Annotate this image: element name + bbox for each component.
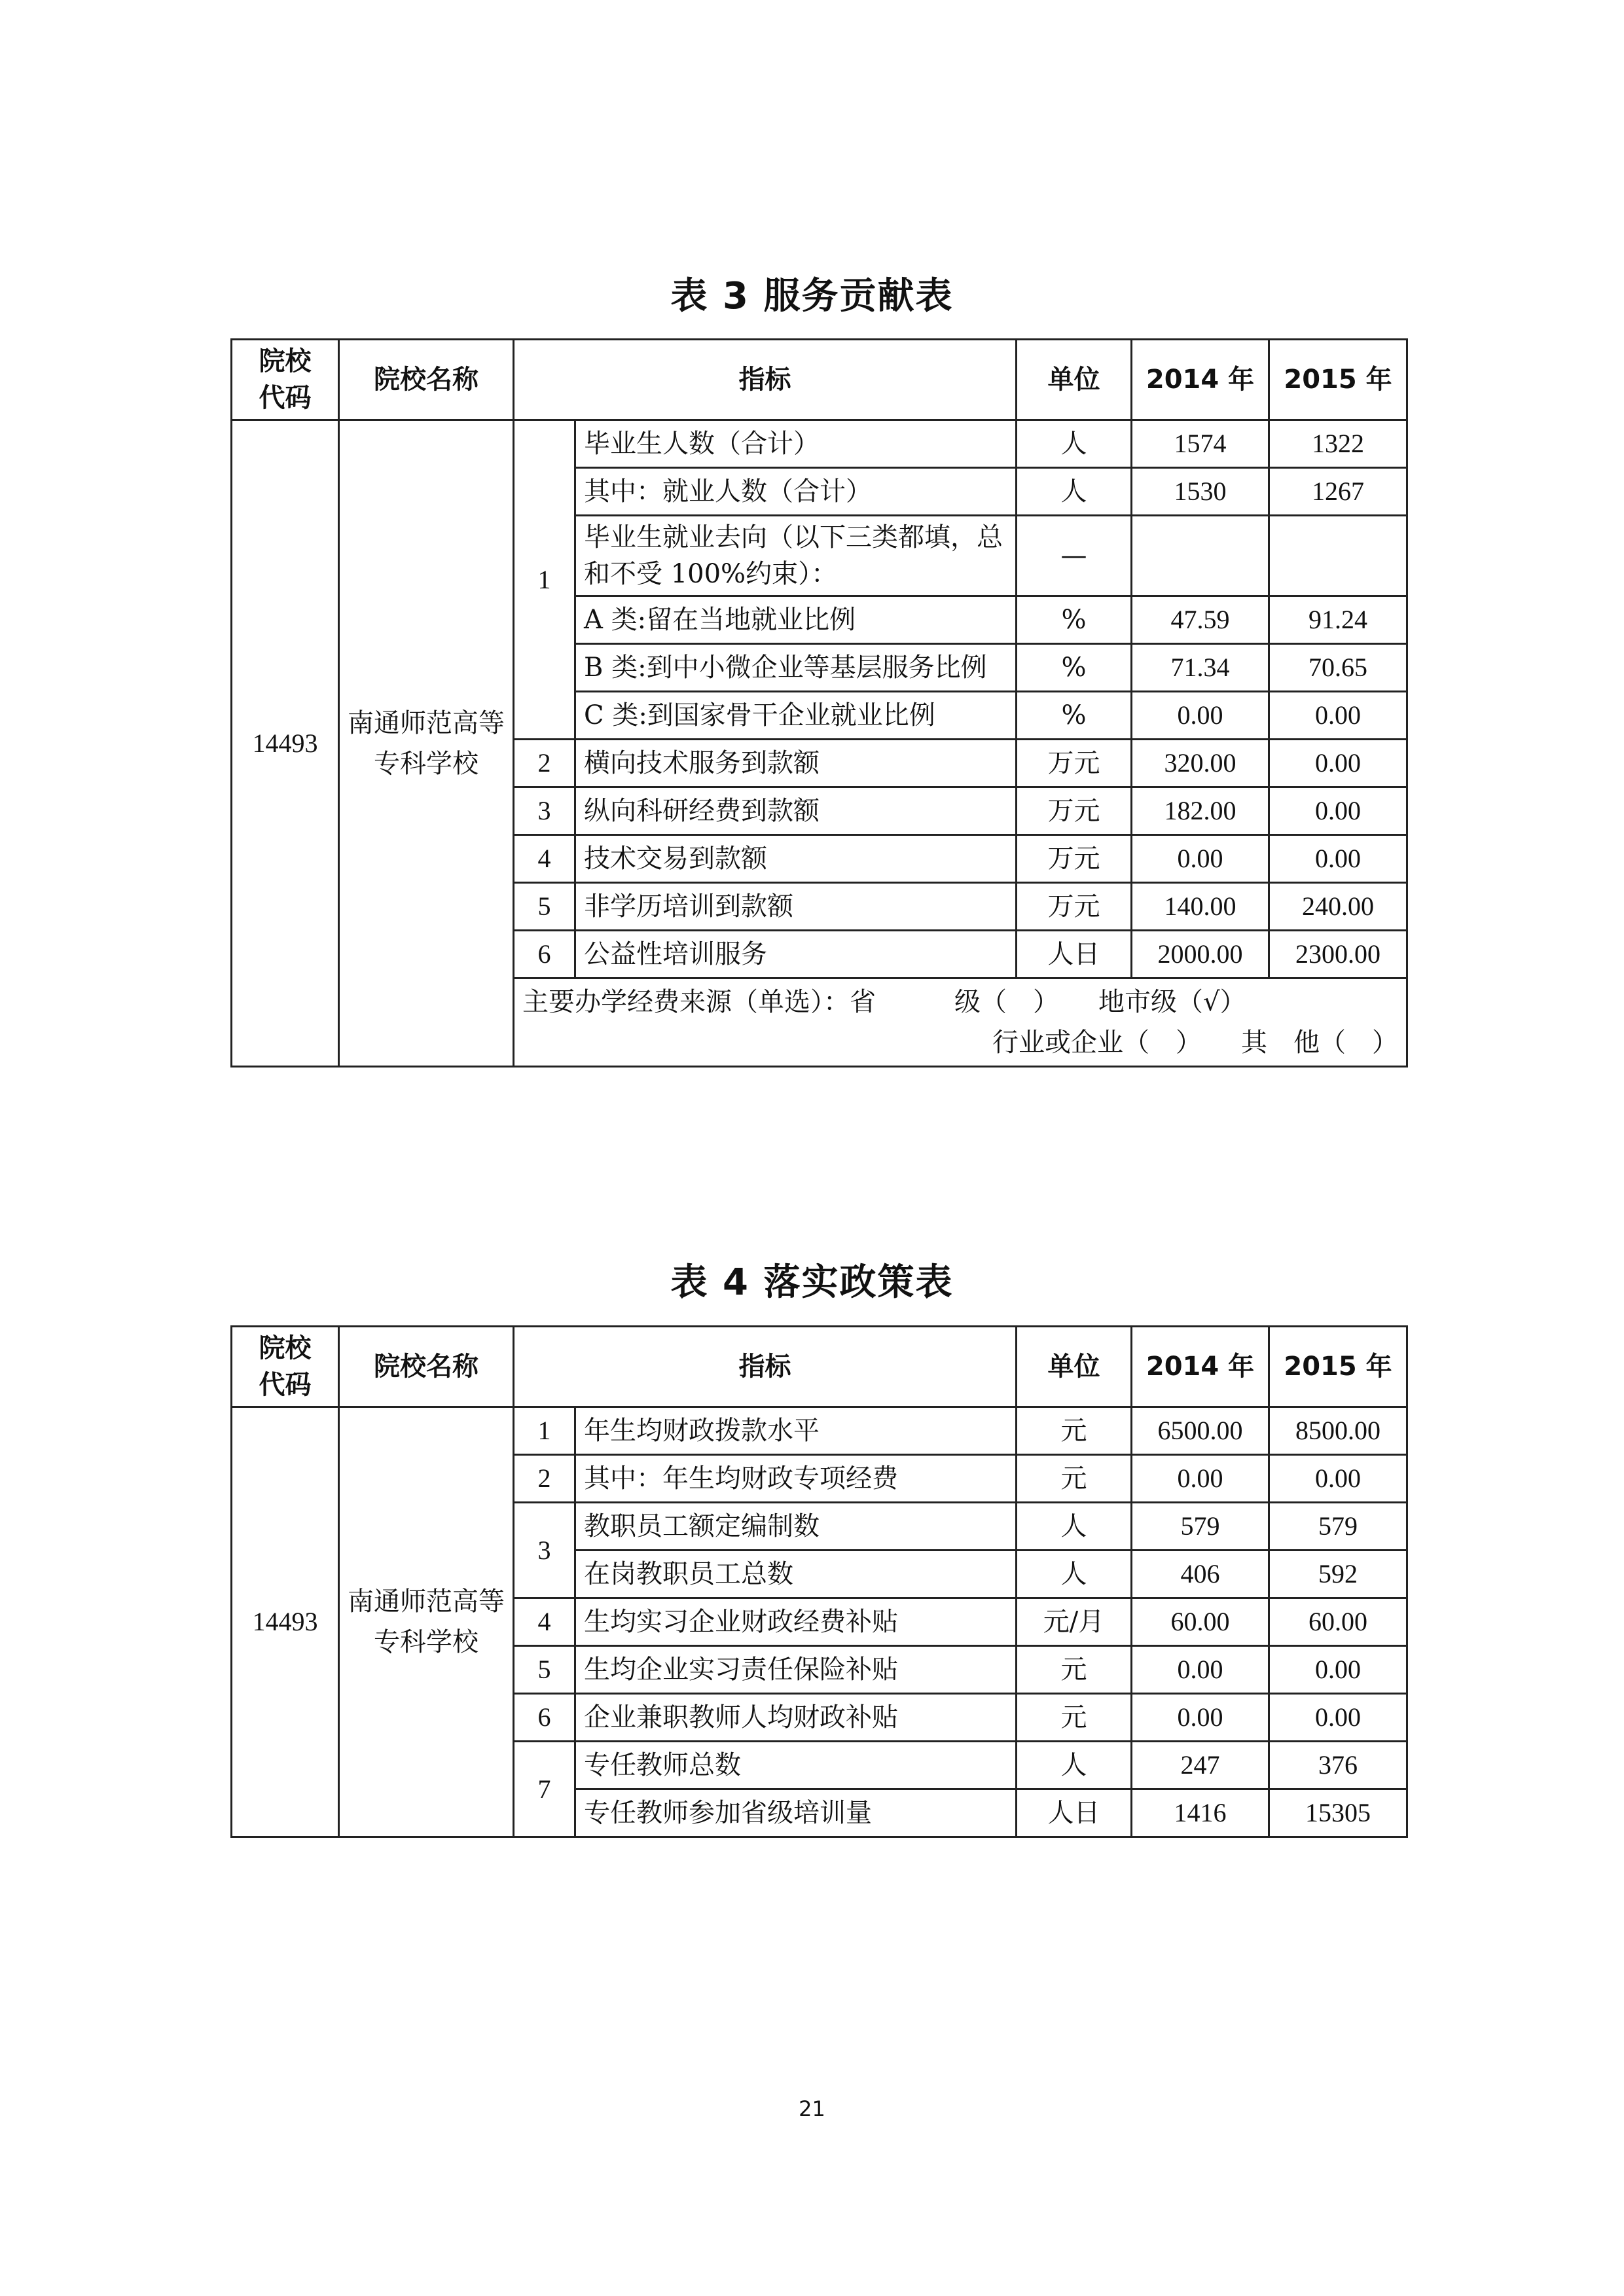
indicator: 毕业生人数（合计） [575,420,1017,468]
value-2014: 1416 [1132,1789,1269,1837]
value-2015: 70.65 [1269,644,1407,692]
value-2014: 0.00 [1132,1646,1269,1694]
school-code: 14493 [232,1407,339,1837]
value-2015: 0.00 [1269,787,1407,835]
header-indicator: 指标 [514,1327,1017,1407]
school-name: 南通师范高等专科学校 [339,1407,514,1837]
page-number: 21 [799,2096,825,2121]
school-code: 14493 [232,420,339,1067]
indicator: 毕业生就业去向（以下三类都填，总和不受 100%约束）： [575,516,1017,596]
indicator: 年生均财政拨款水平 [575,1407,1017,1455]
unit: 元 [1017,1407,1132,1455]
indicator: 专任教师参加省级培训量 [575,1789,1017,1837]
indicator: 非学历培训到款额 [575,883,1017,931]
value-2015: 1267 [1269,468,1407,516]
funding-source [514,978,1407,1067]
indicator: A 类:留在当地就业比例 [575,596,1017,644]
row-number: 3 [514,787,575,835]
header-2015: 2015 年 [1269,1327,1407,1407]
service-contribution-table [230,338,1408,1067]
value-2015: 592 [1269,1551,1407,1598]
unit: 元/月 [1017,1598,1132,1646]
value-2014: 0.00 [1132,1694,1269,1742]
row-number: 1 [514,420,575,740]
value-2014: 60.00 [1132,1598,1269,1646]
value-2015: 0.00 [1269,1694,1407,1742]
unit: % [1017,644,1132,692]
header-code: 院校 代码 [232,1327,339,1407]
table-row [232,1407,1407,1455]
header-name: 院校名称 [339,340,514,420]
value-2015: 0.00 [1269,835,1407,883]
unit: 人 [1017,1551,1132,1598]
value-2014: 0.00 [1132,692,1269,740]
value-2015: 1322 [1269,420,1407,468]
value-2015: 91.24 [1269,596,1407,644]
indicator: 专任教师总数 [575,1742,1017,1789]
row-number: 4 [514,835,575,883]
row-number: 4 [514,1598,575,1646]
table3-title: 表 3 服务贡献表 [670,275,954,317]
value-2015: 0.00 [1269,740,1407,787]
unit: 人 [1017,1742,1132,1789]
unit: % [1017,692,1132,740]
header-row [232,1327,1407,1407]
indicator: 教职员工额定编制数 [575,1503,1017,1551]
policy-implementation-table [230,1325,1408,1838]
header-row [232,340,1407,420]
unit: 人 [1017,420,1132,468]
funding-source-line2: 行业或企业（ ） 其 他（ ） [992,1028,1398,1058]
value-2014: 140.00 [1132,883,1269,931]
unit: 人 [1017,1503,1132,1551]
unit: 元 [1017,1455,1132,1503]
value-2015: 240.00 [1269,883,1407,931]
header-unit: 单位 [1017,1327,1132,1407]
value-2014: 2000.00 [1132,931,1269,978]
indicator: 生均企业实习责任保险补贴 [575,1646,1017,1694]
unit: 万元 [1017,740,1132,787]
value-2015: 2300.00 [1269,931,1407,978]
row-number: 6 [514,1694,575,1742]
header-2014: 2014 年 [1132,340,1269,420]
indicator: 其中：就业人数（合计） [575,468,1017,516]
value-2015: 60.00 [1269,1598,1407,1646]
indicator: 在岗教职员工总数 [575,1551,1017,1598]
unit: 人 [1017,468,1132,516]
value-2014: 71.34 [1132,644,1269,692]
value-2015: 579 [1269,1503,1407,1551]
value-2014: 320.00 [1132,740,1269,787]
value-2015: 0.00 [1269,1455,1407,1503]
value-2014: 406 [1132,1551,1269,1598]
value-2014: 47.59 [1132,596,1269,644]
value-2014: 182.00 [1132,787,1269,835]
header-unit: 单位 [1017,340,1132,420]
value-2015 [1269,516,1407,596]
unit: 万元 [1017,835,1132,883]
unit: 万元 [1017,787,1132,835]
value-2015: 0.00 [1269,692,1407,740]
table-row [232,420,1407,468]
value-2015: 15305 [1269,1789,1407,1837]
value-2015: 0.00 [1269,1646,1407,1694]
unit: 万元 [1017,883,1132,931]
row-number: 2 [514,1455,575,1503]
header-indicator: 指标 [514,340,1017,420]
indicator: 公益性培训服务 [575,931,1017,978]
value-2015: 376 [1269,1742,1407,1789]
indicator: 生均实习企业财政经费补贴 [575,1598,1017,1646]
indicator: 技术交易到款额 [575,835,1017,883]
row-number: 2 [514,740,575,787]
unit: % [1017,596,1132,644]
unit: 元 [1017,1694,1132,1742]
header-name: 院校名称 [339,1327,514,1407]
unit: 人日 [1017,931,1132,978]
value-2014: 6500.00 [1132,1407,1269,1455]
indicator: 企业兼职教师人均财政补贴 [575,1694,1017,1742]
unit: — [1017,516,1132,596]
value-2014: 1530 [1132,468,1269,516]
value-2014: 1574 [1132,420,1269,468]
header-code: 院校 代码 [232,340,339,420]
value-2014 [1132,516,1269,596]
indicator: 纵向科研经费到款额 [575,787,1017,835]
school-name: 南通师范高等专科学校 [339,420,514,1067]
indicator: 其中：年生均财政专项经费 [575,1455,1017,1503]
value-2015: 8500.00 [1269,1407,1407,1455]
header-2014: 2014 年 [1132,1327,1269,1407]
unit: 人日 [1017,1789,1132,1837]
value-2014: 247 [1132,1742,1269,1789]
funding-source-line1: 主要办学经费来源（单选）：省 级（ ） 地市级（√） [522,987,1246,1017]
row-number: 5 [514,883,575,931]
row-number: 6 [514,931,575,978]
unit: 元 [1017,1646,1132,1694]
table4-title: 表 4 落实政策表 [670,1261,954,1304]
row-number: 3 [514,1503,575,1598]
header-2015: 2015 年 [1269,340,1407,420]
row-number: 5 [514,1646,575,1694]
value-2014: 579 [1132,1503,1269,1551]
value-2014: 0.00 [1132,835,1269,883]
indicator: B 类:到中小微企业等基层服务比例 [575,644,1017,692]
row-number: 7 [514,1742,575,1837]
row-number: 1 [514,1407,575,1455]
value-2014: 0.00 [1132,1455,1269,1503]
indicator: 横向技术服务到款额 [575,740,1017,787]
indicator: C 类:到国家骨干企业就业比例 [575,692,1017,740]
